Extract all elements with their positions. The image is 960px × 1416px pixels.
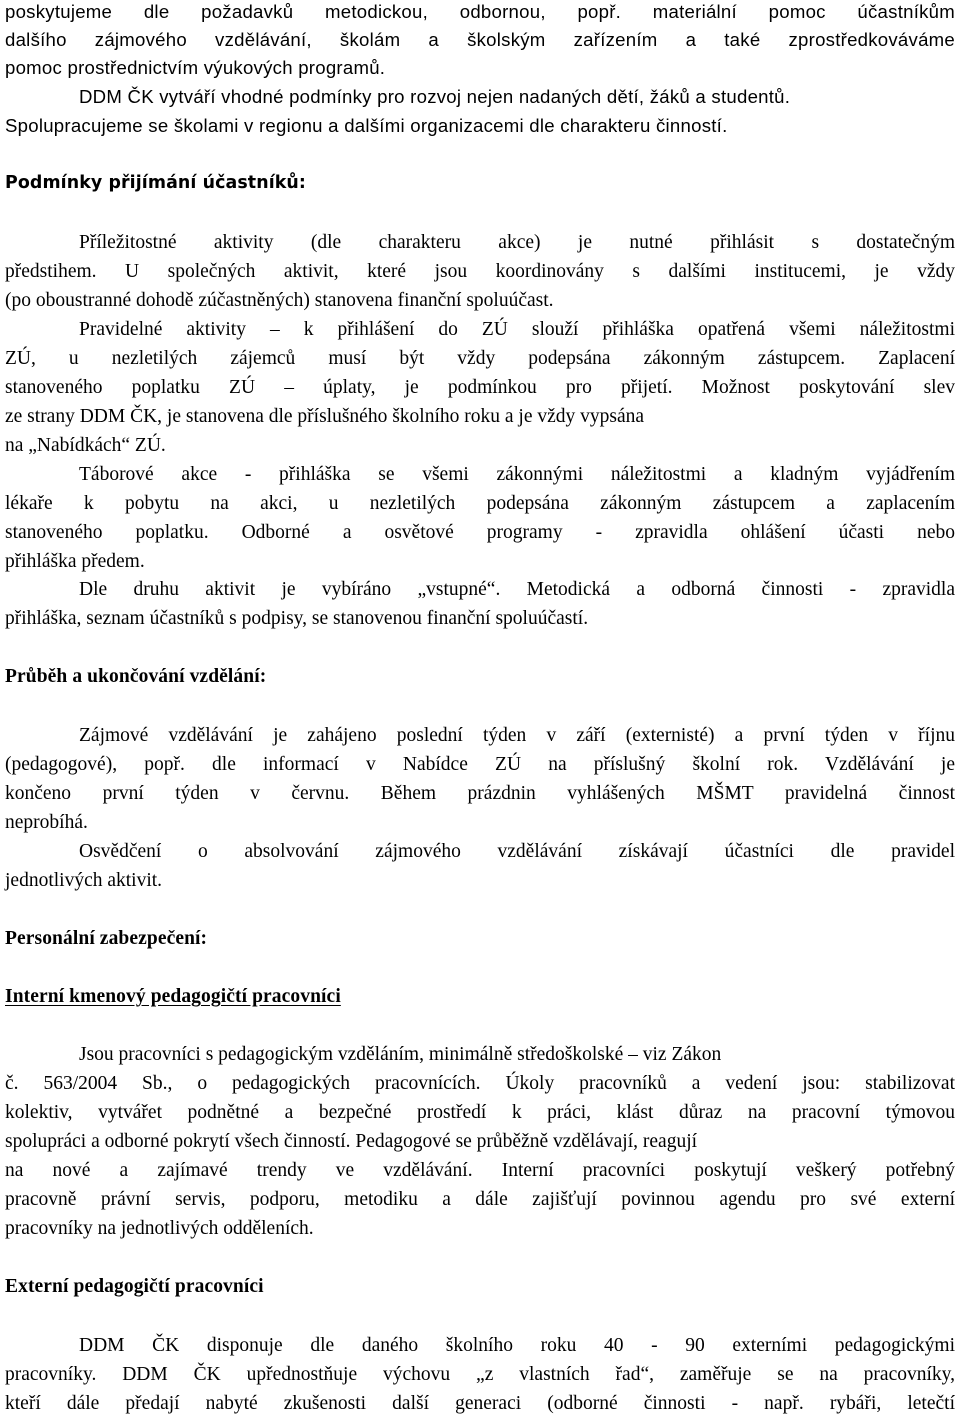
paragraph-line: přihláška předem. [5,551,145,572]
paragraph-line: jednotlivých aktivit. [5,870,163,891]
paragraph-line: přihláška, seznam účastníků s podpisy, se stanovenou finanční spoluúčastí. [5,608,589,629]
paragraph-line: (pedagogové), popř. dle informací v Nabídce ZÚ na příslušný školní rok. Vzdělávání je [5,754,955,775]
paragraph-line: spolupráci a odborné pokrytí všech činností. Pedagogové se průběžně vzdělávají, reagují [5,1131,698,1152]
paragraph-line: pracovníky na jednotlivých odděleních. [5,1218,314,1239]
intro-line: dalšího zájmového vzdělávání, školám a školským zařízením a také zprostředkováváme [5,29,955,50]
paragraph-line: Zájmové vzdělávání je zahájeno poslední týden v září (externisté) a první týden v říjnu [79,725,955,746]
paragraph-line: Jsou pracovníci s pedagogickým vzděláním, minimálně středoškolské – viz Zákon [79,1044,722,1065]
paragraph-line: ZÚ, u nezletilých zájemců musí být vždy podepsána zákonným zástupcem. Zaplacení [5,348,955,369]
paragraph-line: Dle druhu aktivit je vybíráno „vstupné“. Metodická a odborná činnosti - zpravidla [79,579,955,600]
paragraph-line: Táborové akce - přihláška se všemi zákonnými náležitostmi a kladným vyjádřením [79,464,955,485]
paragraph-line: (po oboustranné dohodě zúčastněných) stanovena finanční spoluúčast. [5,290,554,311]
section-heading-conditions: Podmínky přijímání účastníků: [5,173,306,193]
paragraph-line: pracovníky. DDM ČK upřednostňuje výchovu „z vlastních řad“, zaměřuje se na pracovníky, [5,1364,955,1385]
intro-line: pomoc prostřednictvím výukových programů. [5,57,386,78]
paragraph-line: kteří dále předají nabyté zkušenosti další generaci (odborné činnosti - např. rybáři, letečtí [5,1393,955,1414]
paragraph-line: na „Nabídkách“ ZÚ. [5,435,166,456]
subheading-internal-staff: Interní kmenový pedagogičtí pracovníci [5,986,341,1007]
paragraph-line: stanoveného poplatku ZÚ – úplaty, je podmínkou pro přijetí. Možnost poskytování slev [5,377,955,398]
paragraph-line: DDM ČK disponuje dle daného školního roku 40 - 90 externími pedagogickými [79,1335,955,1356]
intro-line: poskytujeme dle požadavků metodickou, odbornou, popř. materiální pomoc účastníkům [5,1,955,22]
section-heading-staff: Personální zabezpečení: [5,928,208,949]
paragraph-line: ze strany DDM ČK, je stanovena dle příslušného školního roku a je vždy vypsána [5,406,645,427]
paragraph-line: kolektiv, vytvářet podnětné a bezpečné prostředí k práci, klást důraz na pracovní týmovou [5,1102,955,1123]
intro-line: Spolupracujeme se školami v regionu a dalšími organizacemi dle charakteru činností. [5,115,728,136]
paragraph-line: č. 563/2004 Sb., o pedagogických pracovnících. Úkoly pracovníků a vedení jsou: stabilizovat [5,1073,955,1094]
paragraph-line: Pravidelné aktivity – k přihlášení do ZÚ slouží přihláška opatřená všemi náležitostmi [79,319,955,340]
paragraph-line: končeno první týden v červnu. Během prázdnin vyhlášených MŠMT pravidelná činnost [5,783,955,804]
intro-line: DDM ČK vytváří vhodné podmínky pro rozvoj nejen nadaných dětí, žáků a studentů. [79,86,791,107]
paragraph-line: na nové a zajímavé trendy ve vzdělávání. Interní pracovníci poskytují veškerý potřebný [5,1160,955,1181]
paragraph-line: předstihem. U společných aktivit, které jsou koordinovány s dalšími institucemi, je vždy [5,261,955,282]
paragraph-line: neprobíhá. [5,812,88,833]
paragraph-line: Příležitostné aktivity (dle charakteru akce) je nutné přihlásit s dostatečným [79,232,955,253]
paragraph-line: Osvědčení o absolvování zájmového vzdělávání získávají účastníci dle pravidel [79,841,955,862]
subheading-external-staff: Externí pedagogičtí pracovníci [5,1276,264,1297]
paragraph-line: lékaře k pobytu na akci, u nezletilých podepsána zákonným zástupcem a zaplacením [5,493,955,514]
paragraph-line: pracovně právní servis, podporu, metodiku a dále zajišťují povinnou agendu pro své externí [5,1189,955,1210]
section-heading-progress: Průběh a ukončování vzdělání: [5,666,267,687]
paragraph-line: stanoveného poplatku. Odborné a osvětové programy - zpravidla ohlášení účasti nebo [5,522,955,543]
